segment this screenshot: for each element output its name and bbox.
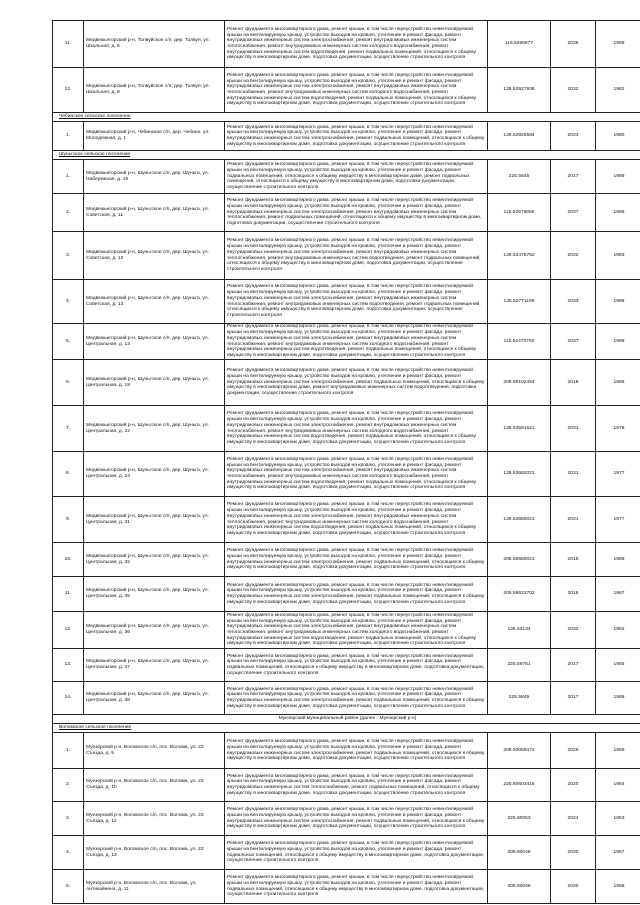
built-year-cell: 1986 [596, 280, 640, 324]
planned-year-cell: 2031 [551, 406, 596, 452]
works-cell: Ремонт фундамента многоквартирного дома, ремонт крыши, в том числе переустройство невентилируемой крыши на вентилируемую крышу, устройство выходов на кровлю, утепление и ремонт фасада, ремонт внутридомовых инженерных систем электроснабжения, ремонт подвальных помещений, относящихся к общему имуществу в многоквартирном доме, подготовка документации, осуществление строительного контроля [225, 682, 488, 715]
cost-cell: 135.52927938 [488, 68, 551, 113]
address-cell: Муезерский р-н, Воломское с/п, пос. Волома, ул. 23 Съезда, д. 10 [84, 769, 225, 802]
built-year-cell: 1988 [596, 160, 640, 194]
table-row [53, 497, 640, 543]
cost-cell: 225.59751 [488, 649, 551, 682]
table-row [53, 577, 640, 612]
row-number: 10. [53, 543, 84, 577]
address-cell: Медвежьегорский р-н, Толвуйское с/п, дер. Толвуя, ул. Школьная, д. 6 [84, 21, 225, 68]
built-year-cell: 1968 [596, 870, 640, 904]
cost-cell: 205.60058472 [488, 733, 551, 769]
address-cell: Медвежьегорский р-н, Шуньгское с/п, дер. Шуньга, ул. Центральная, д. 19 [84, 360, 225, 406]
table-row [53, 802, 640, 836]
address-cell: Муезерский р-н, Воломское с/п, пос. Волома, ул. 23 Съезда, д. 5 [84, 733, 225, 769]
built-year-cell: 1968 [596, 21, 640, 68]
planned-year-cell: 2016 [551, 543, 596, 577]
cost-cell: 135.53134 [488, 612, 551, 649]
planned-year-cell: 2033 [551, 122, 596, 151]
works-cell: Ремонт фундамента многоквартирного дома, ремонт крыши, в том числе переустройство невентилируемой крыши на вентилируемую крышу, устройство выходов на кровлю, утепление и ремонт фасада, ремонт внутридомовых инженерных систем электроснабжения, ремонт подвальных помещений, относящихся к общему имуществу в многоквартирном доме, подготовка документации, осуществление строительного контроля [225, 577, 488, 612]
row-number: 12. [53, 612, 84, 649]
planned-year-cell: 2031 [551, 452, 596, 497]
address-cell: Медвежьегорский р-н, Шуньгское с/п, дер. Шуньга, ул. Центральная, д. 32 [84, 543, 225, 577]
planned-year-cell: 2037 [551, 194, 596, 232]
planned-year-cell: 2016 [551, 577, 596, 612]
row-number: 1. [53, 160, 84, 194]
built-year-cell: 1988 [596, 543, 640, 577]
planned-year-cell: 2036 [551, 21, 596, 68]
works-cell: Ремонт фундамента многоквартирного дома, ремонт крыши, в том числе переустройство невентилируемой крыши на вентилируемую крышу, устройство выходов на кровлю, утепление и ремонт фасада, ремонт подвальных помещений, относящихся к общему имуществу в многоквартирном доме, ремонт подвальных помещений, относящихся к общему имуществу в многоквартирном доме, подготовка документации, осуществление строительного контроля [225, 160, 488, 194]
address-cell: Муезерский р-н, Воломское с/п, пос. Волома, ул. 23 Съезда, д. 12 [84, 802, 225, 836]
row-number: 1. [53, 733, 84, 769]
cost-cell: 135.53682021 [488, 452, 551, 497]
settlement-title: Чебинское сельское поселение [53, 113, 640, 122]
works-cell: Ремонт фундамента многоквартирного дома, ремонт крыши, в том числе переустройство невентилируемой крыши на вентилируемую крышу, устройство выходов на кровлю, утепление и ремонт фасада, ремонт внутридомовых инженерных систем электроснабжения, ремонт внутридомовых инженерных систем теплоснабжения, ремонт подвальных помещений, относящихся к общему имуществу в многоквартирном доме, подготовка документации, осуществление строительного контроля [225, 194, 488, 232]
cost-cell: 115.52676856 [488, 194, 551, 232]
address-cell: Муезерский р-н, Воломское с/п, пос. Волома, ул. Антикайнена, д. 11 [84, 870, 225, 904]
cost-cell: 115.52470752 [488, 324, 551, 360]
row-number: 13. [53, 649, 84, 682]
cost-cell: 135.53680021 [488, 497, 551, 543]
table-row [53, 280, 640, 324]
built-year-cell: 1963 [596, 802, 640, 836]
works-cell: Ремонт фундамента многоквартирного дома, ремонт крыши, в том числе переустройство невентилируемой крыши на вентилируемую крышу, устройство выходов на кровлю, утепление и ремонт фасада, ремонт внутридомовых инженерных систем электроснабжения, ремонт внутридомовых инженерных систем теплоснабжения, ремонт внутридомовых инженерных систем холодного водоснабжения, ремонт внутридомовых инженерных систем водоотведения, ремонт подвальных помещений, относящихся к общему имуществу в многоквартирном доме, подготовка документации, осуществление строительного контроля [225, 68, 488, 113]
address-cell: Медвежьегорский р-н, Толвуйское с/п, дер. Толвуя, ул. Школьная, д. 8 [84, 68, 225, 113]
cost-cell: 135.53476752 [488, 232, 551, 280]
works-cell: Ремонт фундамента многоквартирного дома, ремонт крыши, в том числе переустройство невентилируемой крыши на вентилируемую крышу, устройство выходов на кровлю, утепление и ремонт фасада, ремонт подвальных помещений, относящихся к общему имуществу в многоквартирном доме, подготовка документации, осуществление строительного контроля [225, 836, 488, 870]
row-number: 5. [53, 324, 84, 360]
cost-cell: 225.60053 [488, 802, 551, 836]
planned-year-cell: 2018 [551, 360, 596, 406]
table-row [53, 21, 640, 68]
row-number: 8. [53, 452, 84, 497]
table-row [53, 194, 640, 232]
row-number: 5. [53, 870, 84, 904]
works-cell: Ремонт фундамента многоквартирного дома, ремонт крыши, в том числе переустройство невентилируемой крыши на вентилируемую крышу, устройство выходов на кровлю, утепление и ремонт фасада, ремонт внутридомовых инженерных систем электроснабжения, ремонт внутридомовых инженерных систем теплоснабжения, ремонт внутридомовых инженерных систем водоотведения, ремонт подвальных помещений, относящихся к общему имуществу в многоквартирном доме, подготовка документации, осуществление строительного контроля [225, 280, 488, 324]
document-page [52, 20, 625, 904]
built-year-cell: 1964 [596, 769, 640, 802]
built-year-cell: 1989 [596, 324, 640, 360]
built-year-cell: 1983 [596, 232, 640, 280]
planned-year-cell: 2030 [551, 870, 596, 904]
built-year-cell: 1967 [596, 836, 640, 870]
table-row [53, 769, 640, 802]
row-number: 12. [53, 68, 84, 113]
works-cell: Ремонт фундамента многоквартирного дома, ремонт крыши, в том числе переустройство невентилируемой крыши на вентилируемую крышу, устройство выходов на кровлю, утепление и ремонт фасада, ремонт внутридомовых инженерных систем электроснабжения, ремонт внутридомовых инженерных систем теплоснабжения, ремонт внутридомовых инженерных систем холодного водоснабжения, ремонт внутридомовых инженерных систем водоотведения, ремонт подвальных помещений, относящихся к общему имуществу в многоквартирном доме, подготовка документации, осуществление строительного контроля [225, 612, 488, 649]
district-header-row [53, 715, 640, 724]
address-cell: Медвежьегорский р-н, Шуньгское с/п, дер. Шуньга, ул. Центральная, д. 22 [84, 406, 225, 452]
works-cell: Ремонт фундамента многоквартирного дома, ремонт крыши, в том числе переустройство невентилируемой крыши на вентилируемую крышу, устройство выходов на кровлю, утепление и ремонт фасада, ремонт внутридомовых инженерных систем электроснабжения, ремонт внутридомовых инженерных систем теплоснабжения, ремонт внутридомовых инженерных систем холодного водоснабжения, ремонт внутридомовых инженерных систем водоотведения, ремонт подвальных помещений, относящихся к общему имуществу в многоквартирном доме, подготовка документации, осуществление строительного контроля [225, 21, 488, 68]
works-cell: Ремонт фундамента многоквартирного дома, ремонт крыши, в том числе переустройство невентилируемой крыши на вентилируемую крышу, устройство выходов на кровлю, утепление и ремонт фасада, ремонт внутридомовых инженерных систем электроснабжения, ремонт подвальных помещений, относящихся к общему имуществу в многоквартирном доме, подготовка документации, осуществление строительного контроля [225, 543, 488, 577]
works-cell: Ремонт фундамента многоквартирного дома, ремонт крыши, в том числе переустройство невентилируемой крыши на вентилируемую крышу, устройство выходов на кровлю, утепление и ремонт фасада, ремонт внутридомовых инженерных систем электроснабжения, ремонт внутридомовых инженерных систем теплоснабжения, ремонт внутридомовых инженерных систем холодного водоснабжения, ремонт внутридомовых инженерных систем водоотведения, ремонт подвальных помещений, относящихся к общему имуществу в многоквартирном доме, подготовка документации, осуществление строительного контроля [225, 497, 488, 543]
planned-year-cell: 2031 [551, 497, 596, 543]
address-cell: Медвежьегорский р-н, Шуньгское с/п, дер. Шуньга, ул. Центральная, д. 35 [84, 577, 225, 612]
table-row [53, 612, 640, 649]
planned-year-cell: 2020 [551, 769, 596, 802]
cost-cell: 205.59102454 [488, 360, 551, 406]
cost-cell: 135.52771195 [488, 280, 551, 324]
table-row [53, 836, 640, 870]
table-row [53, 682, 640, 715]
works-cell: Ремонт фундамента многоквартирного дома, ремонт крыши, в том числе переустройство невентилируемой крыши на вентилируемую крышу, устройство выходов на кровлю, утепление и ремонт фасада, ремонт внутридомовых инженерных систем электроснабжения, ремонт подвальных помещений, относящихся к общему имуществу в многоквартирном доме, подготовка документации, осуществление строительного контроля [225, 122, 488, 151]
works-cell: Ремонт фундамента многоквартирного дома, ремонт крыши, в том числе переустройство невентилируемой крыши на вентилируемую крышу, устройство выходов на кровлю, утепление и ремонт фасада, ремонт внутридомовых инженерных систем электроснабжения, ремонт внутридомовых инженерных систем теплоснабжения, ремонт внутридомовых инженерных систем водоотведения, ремонт подвальных помещений, относящихся к общему имуществу в многоквартирном доме, подготовка документации, осуществление строительного контроля [225, 232, 488, 280]
built-year-cell: 1982 [596, 68, 640, 113]
works-cell: Ремонт фундамента многоквартирного дома, ремонт крыши, в том числе переустройство невентилируемой крыши на вентилируемую крышу, устройство выходов на кровлю, утепление и ремонт фасада, ремонт подвальных помещений, относящихся к общему имуществу в многоквартирном доме, подготовка документации, осуществление строительного контроля [225, 649, 488, 682]
row-number: 14. [53, 682, 84, 715]
row-number: 2. [53, 194, 84, 232]
works-cell: Ремонт фундамента многоквартирного дома, ремонт крыши, в том числе переустройство невентилируемой крыши на вентилируемую крышу, устройство выходов на кровлю, утепление и ремонт фасада, ремонт внутридомовых инженерных систем теплоснабжения, ремонт подвальных помещений, относящихся к общему имуществу в многоквартирном доме, подготовка документации, осуществление строительного контроля [225, 769, 488, 802]
works-cell: Ремонт фундамента многоквартирного дома, ремонт крыши, в том числе переустройство невентилируемой крыши на вентилируемую крышу, устройство выходов на кровлю, утепление и ремонт фасада, ремонт внутридомовых инженерных систем электроснабжения, ремонт внутридомовых инженерных систем теплоснабжения, ремонт внутридомовых инженерных систем холодного водоснабжения, ремонт внутридомовых инженерных систем водоотведения, ремонт подвальных помещений, относящихся к общему имуществу в многоквартирном доме, подготовка документации, осуществление строительного контроля [225, 406, 488, 452]
planned-year-cell: 2017 [551, 649, 596, 682]
address-cell: Медвежьегорский р-н, Шуньгское с/п, дер. Шуньга, ул. Центральная, д. 37 [84, 649, 225, 682]
works-cell: Ремонт фундамента многоквартирного дома, ремонт крыши, в том числе переустройство невентилируемой крыши на вентилируемую крышу, устройство выходов на кровлю, утепление и ремонт фасада, ремонт внутридомовых инженерных систем электроснабжения, ремонт подвальных помещений, относящихся к общему имуществу в многоквартирном доме, подготовка документации, осуществление строительного контроля [225, 802, 488, 836]
table-row [53, 360, 640, 406]
row-number: 4. [53, 280, 84, 324]
row-number: 7. [53, 406, 84, 452]
built-year-cell: 1969 [596, 733, 640, 769]
works-cell: Ремонт фундамента многоквартирного дома, ремонт крыши, в том числе переустройство невентилируемой крыши на вентилируемую крышу, устройство выходов на кровлю, утепление и ремонт фасада, ремонт внутридомовых инженерных систем электроснабжения, ремонт внутридомовых инженерных систем теплоснабжения, ремонт внутридомовых инженерных систем холодного водоснабжения, ремонт внутридомовых инженерных систем водоотведения, ремонт подвальных помещений, относящихся к общему имуществу в многоквартирном доме, подготовка документации, осуществление строительного контроля [225, 324, 488, 360]
row-number: 9. [53, 497, 84, 543]
settlement-title: Воломское сельское поселение [53, 724, 640, 733]
table-row [53, 649, 640, 682]
table-row [53, 733, 640, 769]
cost-cell: 205.56660021 [488, 543, 551, 577]
address-cell: Медвежьегорский р-н, Шуньгское с/п, дер. Шуньга, ул. Советская, д. 13 [84, 280, 225, 324]
row-number: 1. [53, 122, 84, 151]
settlement-header-row [53, 151, 640, 160]
row-number: 6. [53, 360, 84, 406]
planned-year-cell: 2017 [551, 160, 596, 194]
address-cell: Медвежьегорский р-н, Шуньгское с/п, дер. Шуньга, ул. Советская, д. 11 [84, 194, 225, 232]
cost-cell: 205.56622702 [488, 577, 551, 612]
built-year-cell: 1965 [596, 649, 640, 682]
built-year-cell: 1977 [596, 452, 640, 497]
address-cell: Медвежьегорский р-н, Шуньгское с/п, дер. Шуньга, ул. Центральная, д. 13 [84, 324, 225, 360]
built-year-cell: 1978 [596, 406, 640, 452]
address-cell: Муезерский р-н, Воломское с/п, пос. Волома, ул. 23 Съезда, д. 13 [84, 836, 225, 870]
settlement-header-row [53, 113, 640, 122]
address-cell: Медвежьегорский р-н, Шуньгское с/п, дер. Шуньга, ул. Набережная, д. 16 [84, 160, 225, 194]
address-cell: Медвежьегорский р-н, Шуньгское с/п, дер. Шуньга, ул. Центральная, д. 36 [84, 612, 225, 649]
row-number: 11. [53, 577, 84, 612]
built-year-cell: 1986 [596, 194, 640, 232]
cost-cell: 205.60048 [488, 836, 551, 870]
table-row [53, 870, 640, 904]
built-year-cell: 1982 [596, 612, 640, 649]
cost-cell: 205.60048 [488, 870, 551, 904]
table-row [53, 122, 640, 151]
works-cell: Ремонт фундамента многоквартирного дома, ремонт крыши, в том числе переустройство невентилируемой крыши на вентилируемую крышу, устройство выходов на кровлю, утепление и ремонт фасада, ремонт подвальных помещений, относящихся к общему имуществу в многоквартирном доме, подготовка документации, осуществление строительного контроля [225, 870, 488, 904]
row-number: 11. [53, 21, 84, 68]
settlement-title: Шуньгское сельское поселение [53, 151, 640, 160]
address-cell: Медвежьегорский р-н, Шуньгское с/п, дер. Шуньга, ул. Центральная, д. 31 [84, 497, 225, 543]
table-row [53, 324, 640, 360]
table-row [53, 160, 640, 194]
built-year-cell: 1985 [596, 360, 640, 406]
built-year-cell: 1980 [596, 122, 640, 151]
row-number: 2. [53, 769, 84, 802]
repair-register-table [52, 20, 640, 904]
built-year-cell: 1986 [596, 682, 640, 715]
table-row [53, 543, 640, 577]
planned-year-cell: 2033 [551, 280, 596, 324]
cost-cell: 225.60603416 [488, 769, 551, 802]
planned-year-cell: 2017 [551, 682, 596, 715]
row-number: 3. [53, 802, 84, 836]
table-row [53, 452, 640, 497]
cost-cell: 135.53591621 [488, 406, 551, 452]
planned-year-cell: 2037 [551, 324, 596, 360]
address-cell: Медвежьегорский р-н, Шуньгское с/п, дер. Шуньга, ул. Центральная, д. 24 [84, 452, 225, 497]
planned-year-cell: 2032 [551, 68, 596, 113]
planned-year-cell: 2024 [551, 802, 596, 836]
settlement-header-row [53, 724, 640, 733]
table-row [53, 68, 640, 113]
address-cell: Медвежьегорский р-н, Чебинское с/п, дер. Чебино, ул. Молодежная, д. 1 [84, 122, 225, 151]
district-title: Муезерский муниципальный район (далее - Муезерский р-н) [53, 715, 640, 724]
address-cell: Медвежьегорский р-н, Шуньгское с/п, дер. Шуньга, ул. Центральная, д. 38 [84, 682, 225, 715]
planned-year-cell: 2032 [551, 232, 596, 280]
cost-cell: 135.52925584 [488, 122, 551, 151]
built-year-cell: 1977 [596, 497, 640, 543]
table-row [53, 232, 640, 280]
cost-cell: 115.5266877 [488, 21, 551, 68]
planned-year-cell: 2030 [551, 836, 596, 870]
register-body [53, 21, 640, 904]
table-row [53, 406, 640, 452]
row-number: 3. [53, 232, 84, 280]
works-cell: Ремонт фундамента многоквартирного дома, ремонт крыши, в том числе переустройство невентилируемой крыши на вентилируемую крышу, устройство выходов на кровлю, утепление и ремонт фасада, ремонт внутридомовых инженерных систем электроснабжения, ремонт подвальных помещений, относящихся к общему имуществу в многоквартирном доме, подготовка документации, осуществление строительного контроля [225, 733, 488, 769]
works-cell: Ремонт фундамента многоквартирного дома, ремонт крыши, в том числе переустройство невентилируемой крыши на вентилируемую крышу, устройство выходов на кровлю, утепление и ремонт фасада, ремонт внутридомовых инженерных систем электроснабжения, ремонт подвальных помещений, относящихся к общему имуществу в многоквартирном доме, ремонт внутридомовых инженерных систем водоотведения, подготовка документации, осуществление строительного контроля [225, 360, 488, 406]
works-cell: Ремонт фундамента многоквартирного дома, ремонт крыши, в том числе переустройство невентилируемой крыши на вентилируемую крышу, устройство выходов на кровлю, утепление и ремонт фасада, ремонт внутридомовых инженерных систем электроснабжения, ремонт внутридомовых инженерных систем теплоснабжения, ремонт внутридомовых инженерных систем холодного водоснабжения, ремонт внутридомовых инженерных систем водоотведения, ремонт подвальных помещений, относящихся к общему имуществу в многоквартирном доме, подготовка документации, осуществление строительного контроля [225, 452, 488, 497]
cost-cell: 225.5845 [488, 160, 551, 194]
row-number: 4. [53, 836, 84, 870]
planned-year-cell: 2029 [551, 733, 596, 769]
address-cell: Медвежьегорский р-н, Шуньгское с/п, дер. Шуньга, ул. Советская, д. 12 [84, 232, 225, 280]
built-year-cell: 1987 [596, 577, 640, 612]
planned-year-cell: 2032 [551, 612, 596, 649]
cost-cell: 225.5845 [488, 682, 551, 715]
